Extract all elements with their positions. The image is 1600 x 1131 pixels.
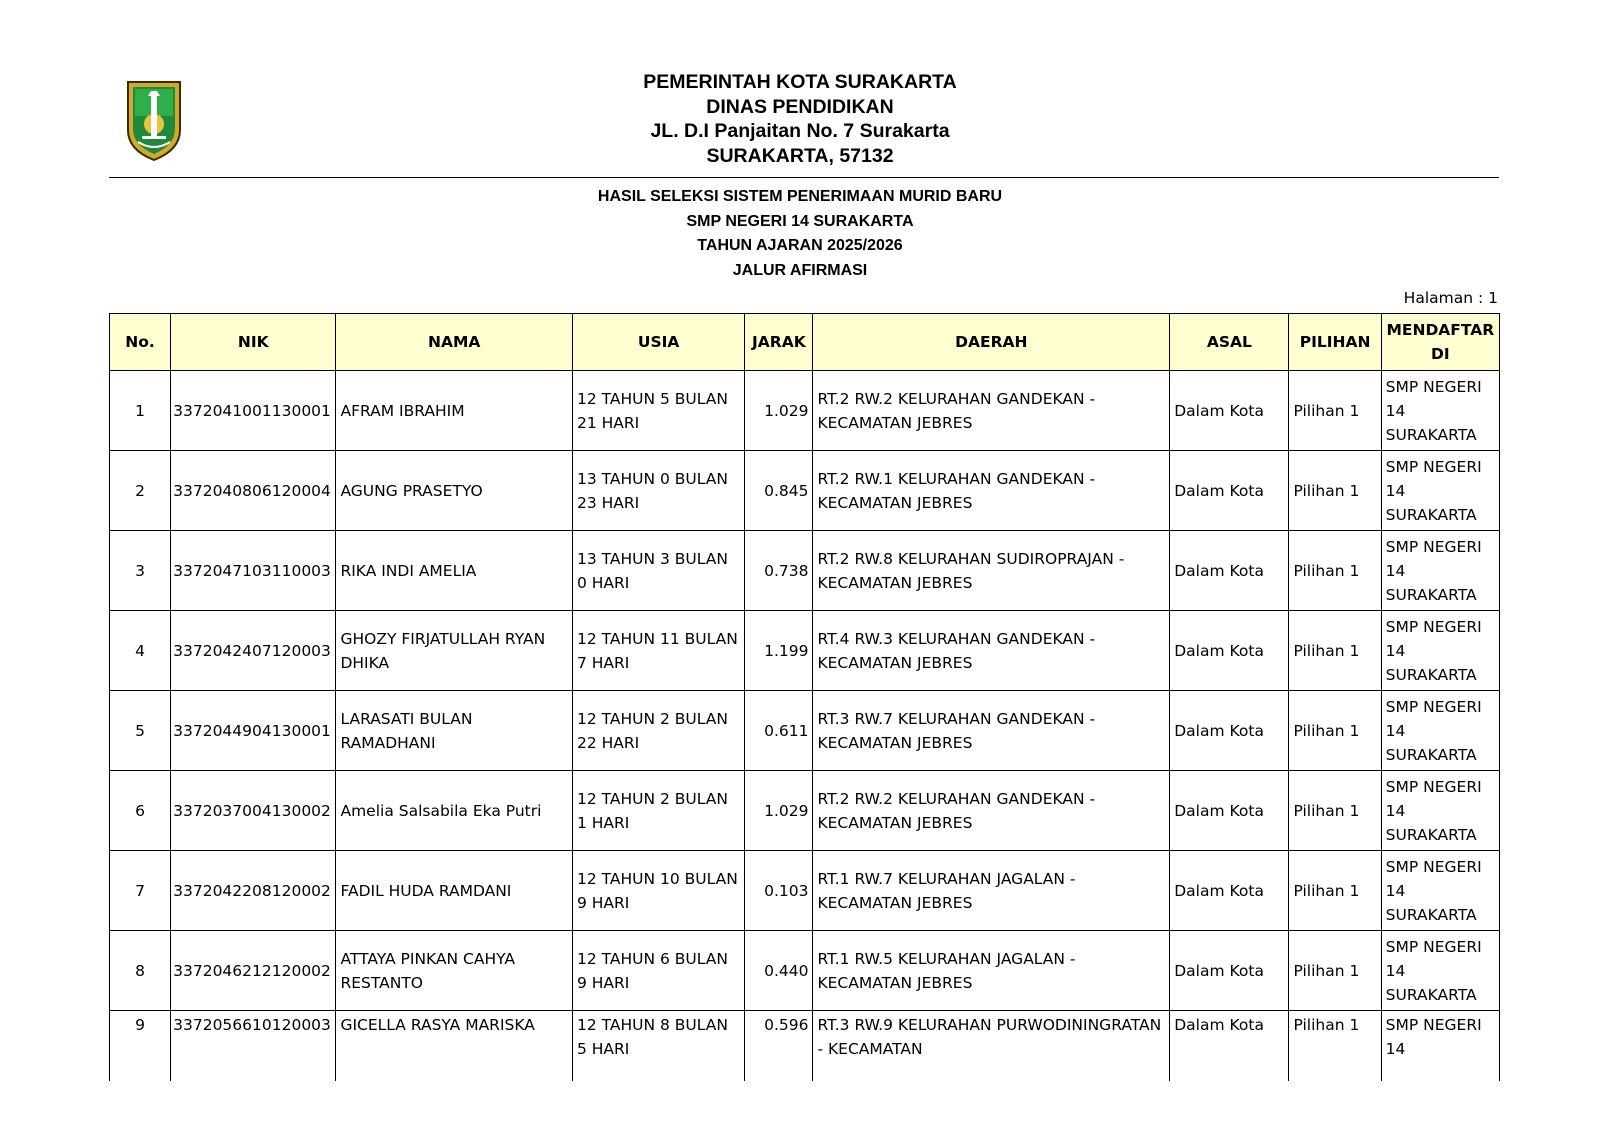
cell-usia: 12 TAHUN 6 BULAN 9 HARI	[572, 931, 744, 1011]
cell-nik: 3372044904130001	[171, 691, 336, 771]
cell-nama: AGUNG PRASETYO	[336, 451, 573, 531]
title-line-1: HASIL SELEKSI SISTEM PENERIMAAN MURID BARU	[597, 188, 1003, 205]
cell-daerah: RT.2 RW.8 KELURAHAN SUDIROPRAJAN - KECAMATAN JEBRES	[813, 531, 1170, 611]
department-address: JL. D.I Panjaitan No. 7 Surakarta	[650, 120, 950, 142]
letterhead-divider	[109, 177, 1499, 178]
page-number: Halaman : 1	[1403, 289, 1498, 307]
table-row	[110, 931, 1500, 1011]
department-name: DINAS PENDIDIKAN	[706, 95, 894, 118]
cell-pilihan: Pilihan 1	[1289, 851, 1381, 931]
cell-mendaftar: SMP NEGERI 14 SURAKARTA	[1381, 851, 1499, 931]
cell-nama: GHOZY FIRJATULLAH RYAN DHIKA	[336, 611, 573, 691]
column-header-nama: NAMA	[336, 314, 573, 371]
cell-asal: Dalam Kota	[1170, 1011, 1289, 1082]
table-row	[110, 1011, 1500, 1082]
cell-mendaftar: SMP NEGERI 14	[1381, 1011, 1499, 1082]
cell-daerah: RT.1 RW.7 KELURAHAN JAGALAN - KECAMATAN JEBRES	[813, 851, 1170, 931]
cell-asal: Dalam Kota	[1170, 611, 1289, 691]
table-row	[110, 611, 1500, 691]
cell-daerah: RT.1 RW.5 KELURAHAN JAGALAN - KECAMATAN JEBRES	[813, 931, 1170, 1011]
cell-pilihan: Pilihan 1	[1289, 771, 1381, 851]
cell-nik: 3372042208120002	[171, 851, 336, 931]
cell-mendaftar: SMP NEGERI 14 SURAKARTA	[1381, 611, 1499, 691]
table-row	[110, 771, 1500, 851]
cell-usia: 12 TAHUN 2 BULAN 1 HARI	[572, 771, 744, 851]
cell-no: 8	[110, 931, 171, 1011]
cell-usia: 12 TAHUN 11 BULAN 7 HARI	[572, 611, 744, 691]
results-table-container	[109, 313, 1501, 1081]
cell-daerah: RT.2 RW.2 KELURAHAN GANDEKAN - KECAMATAN JEBRES	[813, 771, 1170, 851]
table-row	[110, 851, 1500, 931]
cell-pilihan: Pilihan 1	[1289, 611, 1381, 691]
cell-no: 1	[110, 371, 171, 451]
cell-nama: ATTAYA PINKAN CAHYA RESTANTO	[336, 931, 573, 1011]
school-name: SMP NEGERI 14 SURAKARTA	[686, 212, 914, 230]
cell-usia: 13 TAHUN 3 BULAN 0 HARI	[572, 531, 744, 611]
government-name: PEMERINTAH KOTA SURAKARTA	[643, 71, 957, 93]
results-table	[109, 313, 1500, 1081]
column-header-mendaftar: MENDAFTAR DI	[1381, 314, 1499, 371]
cell-no: 5	[110, 691, 171, 771]
cell-no: 4	[110, 611, 171, 691]
cell-no: 9	[110, 1011, 171, 1082]
table-row	[110, 371, 1500, 451]
cell-nik: 3372040806120004	[171, 451, 336, 531]
column-header-nik: NIK	[171, 314, 336, 371]
cell-pilihan: Pilihan 1	[1289, 931, 1381, 1011]
cell-usia: 12 TAHUN 5 BULAN 21 HARI	[572, 371, 744, 451]
cell-pilihan: Pilihan 1	[1289, 1011, 1381, 1082]
table-row	[110, 691, 1500, 771]
cell-nik: 3372037004130002	[171, 771, 336, 851]
cell-pilihan: Pilihan 1	[1289, 451, 1381, 531]
column-header-pilihan: PILIHAN	[1289, 314, 1381, 371]
table-row	[110, 451, 1500, 531]
cell-asal: Dalam Kota	[1170, 451, 1289, 531]
cell-no: 7	[110, 851, 171, 931]
cell-no: 6	[110, 771, 171, 851]
cell-daerah: RT.4 RW.3 KELURAHAN GANDEKAN - KECAMATAN JEBRES	[813, 611, 1170, 691]
column-header-no: No.	[110, 314, 171, 371]
cell-usia: 12 TAHUN 10 BULAN 9 HARI	[572, 851, 744, 931]
cell-pilihan: Pilihan 1	[1289, 531, 1381, 611]
cell-jarak: 0.738	[745, 531, 813, 611]
cell-nama: RIKA INDI AMELIA	[336, 531, 573, 611]
cell-daerah: RT.3 RW.7 KELURAHAN GANDEKAN - KECAMATAN JEBRES	[813, 691, 1170, 771]
cell-mendaftar: SMP NEGERI 14 SURAKARTA	[1381, 931, 1499, 1011]
cell-daerah: RT.2 RW.2 KELURAHAN GANDEKAN - KECAMATAN JEBRES	[813, 371, 1170, 451]
cell-usia: 13 TAHUN 0 BULAN 23 HARI	[572, 451, 744, 531]
cell-nama: LARASATI BULAN RAMADHANI	[336, 691, 573, 771]
cell-mendaftar: SMP NEGERI 14 SURAKARTA	[1381, 771, 1499, 851]
column-header-jarak: JARAK	[745, 314, 813, 371]
cell-nama: AFRAM IBRAHIM	[336, 371, 573, 451]
cell-mendaftar: SMP NEGERI 14 SURAKARTA	[1381, 691, 1499, 771]
admission-track: JALUR AFIRMASI	[732, 261, 868, 279]
table-header-row	[110, 314, 1500, 371]
letterhead	[110, 70, 1490, 168]
cell-nik: 3372041001130001	[171, 371, 336, 451]
cell-nik: 3372056610120003	[171, 1011, 336, 1082]
cell-nik: 3372046212120002	[171, 931, 336, 1011]
cell-no: 3	[110, 531, 171, 611]
cell-mendaftar: SMP NEGERI 14 SURAKARTA	[1381, 531, 1499, 611]
cell-jarak: 1.029	[745, 771, 813, 851]
column-header-usia: USIA	[572, 314, 744, 371]
cell-jarak: 0.845	[745, 451, 813, 531]
cell-asal: Dalam Kota	[1170, 771, 1289, 851]
cell-jarak: 0.596	[745, 1011, 813, 1082]
column-header-asal: ASAL	[1170, 314, 1289, 371]
cell-nama: Amelia Salsabila Eka Putri	[336, 771, 573, 851]
cell-asal: Dalam Kota	[1170, 851, 1289, 931]
cell-nama: GICELLA RASYA MARISKA	[336, 1011, 573, 1082]
cell-usia: 12 TAHUN 2 BULAN 22 HARI	[572, 691, 744, 771]
cell-asal: Dalam Kota	[1170, 531, 1289, 611]
cell-asal: Dalam Kota	[1170, 931, 1289, 1011]
table-row	[110, 531, 1500, 611]
cell-pilihan: Pilihan 1	[1289, 691, 1381, 771]
column-header-daerah: DAERAH	[813, 314, 1170, 371]
department-city: SURAKARTA, 57132	[706, 144, 894, 167]
cell-daerah: RT.3 RW.9 KELURAHAN PURWODININGRATAN - KECAMATAN	[813, 1011, 1170, 1082]
cell-daerah: RT.2 RW.1 KELURAHAN GANDEKAN - KECAMATAN JEBRES	[813, 451, 1170, 531]
cell-jarak: 0.103	[745, 851, 813, 931]
document-title	[110, 185, 1490, 283]
cell-pilihan: Pilihan 1	[1289, 371, 1381, 451]
academic-year: TAHUN AJARAN 2025/2026	[697, 237, 903, 254]
cell-nama: FADIL HUDA RAMDANI	[336, 851, 573, 931]
cell-jarak: 0.611	[745, 691, 813, 771]
cell-jarak: 0.440	[745, 931, 813, 1011]
cell-mendaftar: SMP NEGERI 14 SURAKARTA	[1381, 371, 1499, 451]
cell-asal: Dalam Kota	[1170, 691, 1289, 771]
cell-no: 2	[110, 451, 171, 531]
cell-jarak: 1.199	[745, 611, 813, 691]
cell-asal: Dalam Kota	[1170, 371, 1289, 451]
cell-nik: 3372047103110003	[171, 531, 336, 611]
cell-mendaftar: SMP NEGERI 14 SURAKARTA	[1381, 451, 1499, 531]
cell-jarak: 1.029	[745, 371, 813, 451]
cell-nik: 3372042407120003	[171, 611, 336, 691]
cell-usia: 12 TAHUN 8 BULAN 5 HARI	[572, 1011, 744, 1082]
